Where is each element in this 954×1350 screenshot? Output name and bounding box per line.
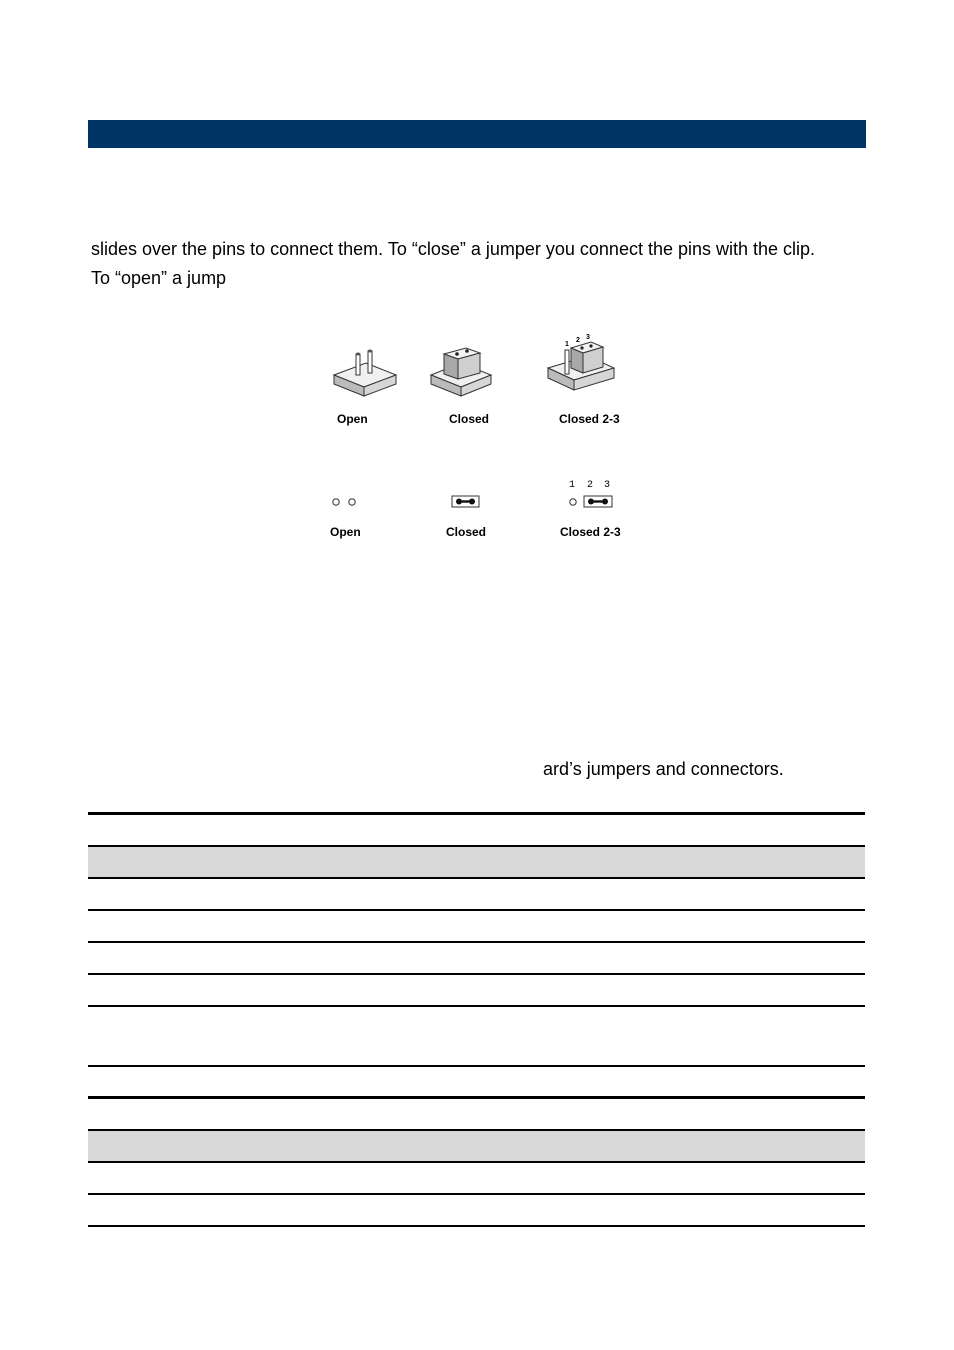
table-1-row-rule: [88, 973, 865, 975]
jumper-open-3d-drawing: [334, 350, 396, 397]
intro-tail: ard’s jumpers and connectors.: [543, 759, 784, 779]
caption-closed-2-3-3d: Closed 2-3: [559, 412, 620, 426]
table-2-row-rule: [88, 1161, 865, 1163]
table-1-row-rule: [88, 941, 865, 943]
jumper-closed-2-3-2d-drawing: [570, 496, 612, 507]
pin-number-3: 3: [604, 480, 611, 491]
jumper-closed-3d-drawing: [431, 348, 491, 396]
caption-open-3d: Open: [337, 412, 368, 426]
jumper-illustration: [320, 330, 640, 550]
table-2-top-rule: [88, 1096, 865, 1099]
section-header-bar: [88, 120, 866, 148]
caption-closed-2-3-2d: Closed 2-3: [560, 525, 621, 539]
table-1-row-rule: [88, 1005, 865, 1007]
table-2-row-rule: [88, 1193, 865, 1195]
table-1-row-rule: [88, 909, 865, 911]
table-1-header-row: [88, 846, 865, 877]
table-2-header-row: [88, 1130, 865, 1161]
jumper-closed-2d-drawing: [452, 496, 479, 507]
pin-label-2-3d: 2: [576, 337, 580, 344]
caption-closed-2d: Closed: [446, 525, 487, 539]
intro-line-1: slides over the pins to connect them. To “close” a jumper you connect the pins with the clip.: [91, 239, 816, 259]
table-1-top-rule: [88, 812, 865, 815]
pin-label-1-3d: 1: [565, 341, 569, 348]
jumper-closed-2-3-3d-drawing: [548, 334, 614, 390]
pin-number-2: 2: [587, 480, 594, 491]
caption-closed-3d: Closed: [449, 412, 490, 426]
jumper-figure: [320, 330, 640, 550]
pin-number-1: 1: [569, 480, 576, 491]
pin-label-3-3d: 3: [586, 334, 590, 341]
table-1-row-rule: [88, 877, 865, 879]
table-1-header-top-rule: [88, 845, 865, 847]
table-1-bottom-rule: [88, 1065, 865, 1067]
jumper-open-2d-drawing: [333, 499, 355, 505]
caption-open-2d: Open: [330, 525, 361, 539]
table-2-header-top-rule: [88, 1129, 865, 1131]
table-2-bottom-rule: [88, 1225, 865, 1227]
intro-line-2: To “open” a jump: [91, 268, 227, 288]
